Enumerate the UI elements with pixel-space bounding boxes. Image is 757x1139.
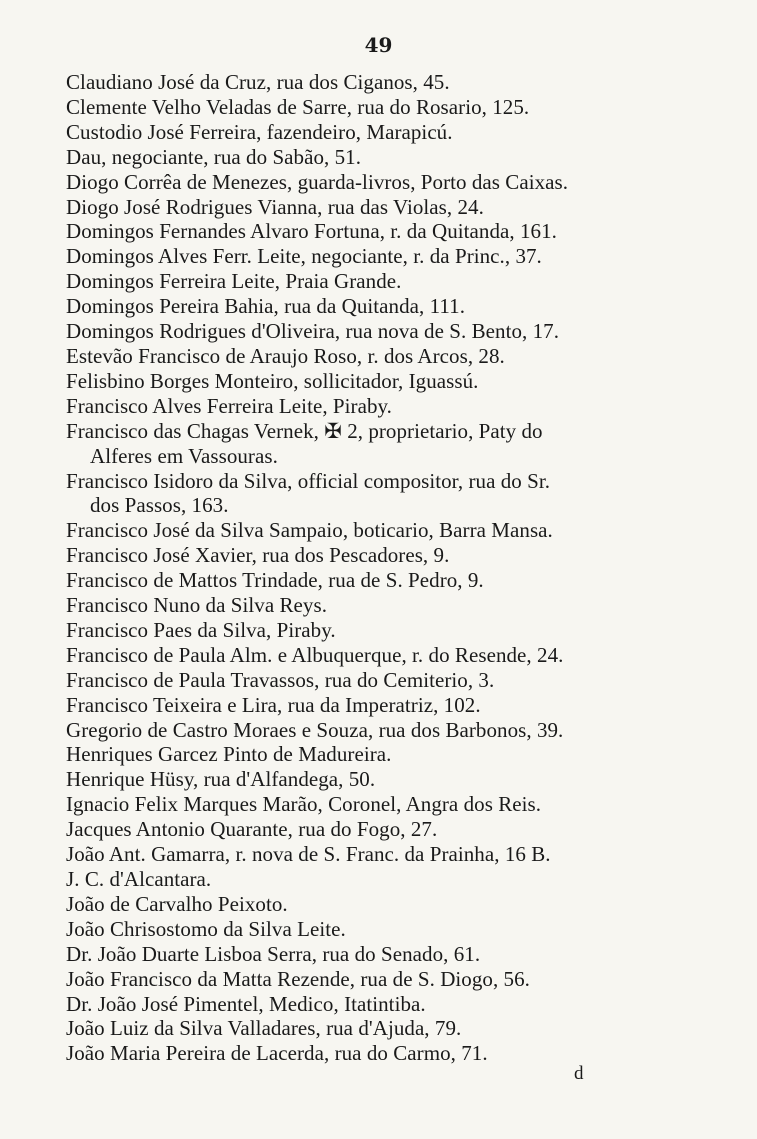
list-item: Felisbino Borges Monteiro, sollicitador, Iguassú. <box>66 368 479 393</box>
list-item: Francisco de Paula Alm. e Albuquerque, r. do Resende, 24. <box>66 642 564 667</box>
list-item: Francisco Teixeira e Lira, rua da Imperatriz, 102. <box>66 692 481 717</box>
list-item: Francisco Nuno da Silva Reys. <box>66 593 327 618</box>
list-item: João Chrisostomo da Silva Leite. <box>66 916 346 941</box>
list-item: João Maria Pereira de Lacerda, rua do Carmo, 71. <box>66 1041 488 1066</box>
list-item: Francisco Alves Ferreira Leite, Piraby. <box>66 393 392 418</box>
list-item: J. C. d'Alcantara. <box>66 867 212 891</box>
list-item: Francisco das Chagas Vernek, ✠ 2, proprietario, Paty do <box>66 418 543 443</box>
list-item-continuation: dos Passos, 163. <box>90 493 229 518</box>
list-item: Domingos Alves Ferr. Leite, negociante, r. da Princ., 37. <box>66 244 542 269</box>
list-item: Domingos Pereira Bahia, rua da Quitanda, 111. <box>66 294 466 319</box>
list-item: Jacques Antonio Quarante, rua do Fogo, 27. <box>66 817 438 842</box>
page-number: 49 <box>364 33 393 57</box>
list-item: João Luiz da Silva Valladares, rua d'Ajuda, 79. <box>66 1016 462 1041</box>
list-item: Custodio José Ferreira, fazendeiro, Marapicú. <box>66 119 453 144</box>
list-item: João Francisco da Matta Rezende, rua de S. Diogo, 56. <box>66 966 530 991</box>
signature-mark: d <box>574 1063 584 1084</box>
list-item: Gregorio de Castro Moraes e Souza, rua dos Barbonos, 39. <box>66 717 564 742</box>
list-item: Domingos Ferreira Leite, Praia Grande. <box>66 269 402 294</box>
list-item: Dau, negociante, rua do Sabão, 51. <box>66 144 362 169</box>
directory-list <box>66 70 686 1066</box>
list-item: Henriques Garcez Pinto de Madureira. <box>66 742 392 767</box>
list-item: Clemente Velho Veladas de Sarre, rua do Rosario, 125. <box>66 94 530 119</box>
list-item: João de Carvalho Peixoto. <box>66 891 288 916</box>
list-item: Francisco Isidoro da Silva, official compositor, rua do Sr. <box>66 468 551 493</box>
list-item: João Ant. Gamarra, r. nova de S. Franc. da Prainha, 16 B. <box>66 842 551 867</box>
list-item: Dr. João Duarte Lisboa Serra, rua do Senado, 61. <box>66 941 481 966</box>
list-item: Diogo Corrêa de Menezes, guarda-livros, Porto das Caixas. <box>66 169 569 194</box>
list-item: Henrique Hüsy, rua d'Alfandega, 50. <box>66 767 376 792</box>
list-item: Claudiano José da Cruz, rua dos Ciganos, 45. <box>66 70 450 94</box>
list-item: Francisco de Mattos Trindade, rua de S. Pedro, 9. <box>66 568 484 593</box>
list-item: Diogo José Rodrigues Vianna, rua das Violas, 24. <box>66 194 484 219</box>
list-item: Francisco Paes da Silva, Piraby. <box>66 617 336 642</box>
list-item: Francisco José da Silva Sampaio, boticario, Barra Mansa. <box>66 518 553 543</box>
list-item: Domingos Fernandes Alvaro Fortuna, r. da Quitanda, 161. <box>66 219 557 244</box>
list-item: Francisco de Paula Travassos, rua do Cemiterio, 3. <box>66 667 495 692</box>
list-item: Francisco José Xavier, rua dos Pescadores, 9. <box>66 543 450 568</box>
list-item: Estevão Francisco de Araujo Roso, r. dos Arcos, 28. <box>66 343 505 368</box>
list-item-continuation: Alferes em Vassouras. <box>90 443 278 468</box>
list-item: Ignacio Felix Marques Marão, Coronel, Angra dos Reis. <box>66 792 542 817</box>
list-item: Dr. João José Pimentel, Medico, Itatintiba. <box>66 991 426 1016</box>
list-item: Domingos Rodrigues d'Oliveira, rua nova de S. Bento, 17. <box>66 319 560 344</box>
